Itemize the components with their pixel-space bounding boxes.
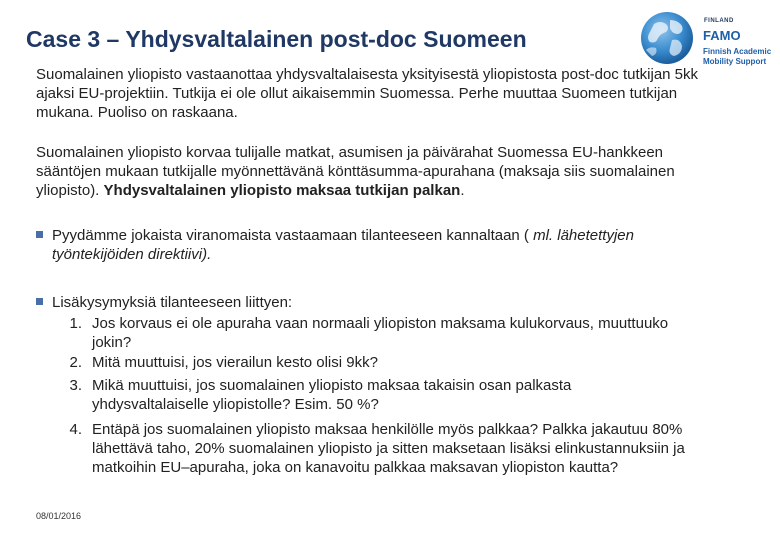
question-text: Jos korvaus ei ole apuraha vaan normaali yliopiston maksama kulukorvaus, muuttuuko jokin?: [92, 315, 669, 351]
bullet-request-text: Pyydämme jokaista viranomaista vastaamaan tilanteeseen kannaltaan (: [52, 227, 534, 244]
bullet-questions-text: Lisäkysymyksiä tilanteeseen liittyen:: [52, 294, 293, 311]
question-item: [52, 420, 692, 477]
case-description: Suomalainen yliopisto vastaanottaa yhdysvaltalaisesta yksityisestä yliopistosta post-doc tutkijan 5kk ajaksi EU-projektiin. Tutkija ei ole ollut aikaisemmin Suomessa. Perhe muuttaa Suomeen tutkijan mukana. Puoliso on raskaana.: [36, 66, 699, 121]
square-bullet-icon: [36, 231, 43, 238]
bullet-questions: [36, 293, 726, 312]
slide-date: 08/01/2016: [36, 511, 82, 521]
funding-text: Suomalainen yliopisto korvaa tulijalle matkat, asumisen ja päivärahat Suomessa EU-hankkeen sääntöjen mukaan tutkijalle myönnettävänä könttäsumma-apurahana (maksaja siis suomalainen yliopisto).: [36, 144, 675, 199]
question-text: Entäpä jos suomalainen yliopisto maksaa henkilölle myös palkkaa? Palkka jakautuu 80% lähettävä taho, 20% suomalainen yliopisto ja sitten maksetaan lisäksi elinkustannuksiin ja matkoihin EU–apuraha, joka on kanavoitu palkkaa maksavan yliopiston kautta?: [92, 421, 685, 476]
bullet-request: [36, 226, 726, 264]
question-number: 3.: [69, 377, 82, 394]
famo-logo: [634, 6, 774, 68]
globe-icon: [634, 10, 700, 66]
logo-line-1: Finnish Academic: [703, 47, 772, 56]
question-number: 1.: [69, 315, 82, 332]
logo-country: FINLAND: [704, 18, 734, 24]
logo-subtitle: [703, 47, 771, 67]
question-number: 2.: [69, 354, 82, 371]
question-number: 4.: [69, 421, 82, 438]
slide-title: Case 3 – Yhdysvaltalainen post-doc Suomeen: [26, 26, 527, 52]
question-item: [52, 376, 692, 414]
funding-end: .: [460, 182, 465, 199]
logo-line-2: Mobility Support: [703, 57, 767, 66]
question-text: Mikä muuttuisi, jos suomalainen yliopisto maksaa takaisin osan palkasta yhdysvaltalaiselle yliopistolle? Esim. 50 %?: [92, 377, 572, 413]
question-item: [52, 314, 692, 352]
funding-bold: Yhdysvaltalainen yliopisto maksaa tutkijan palkan: [103, 182, 461, 199]
bullet-request-italic: ml. lähetettyjen työntekijöiden direktiivi).: [52, 227, 634, 263]
logo-name: FAMO: [703, 28, 741, 43]
square-bullet-icon: [36, 298, 43, 305]
question-text: Mitä muuttuisi, jos vierailun kesto olisi 9kk?: [92, 354, 378, 371]
funding-description: [36, 143, 726, 200]
question-item: [52, 353, 692, 372]
